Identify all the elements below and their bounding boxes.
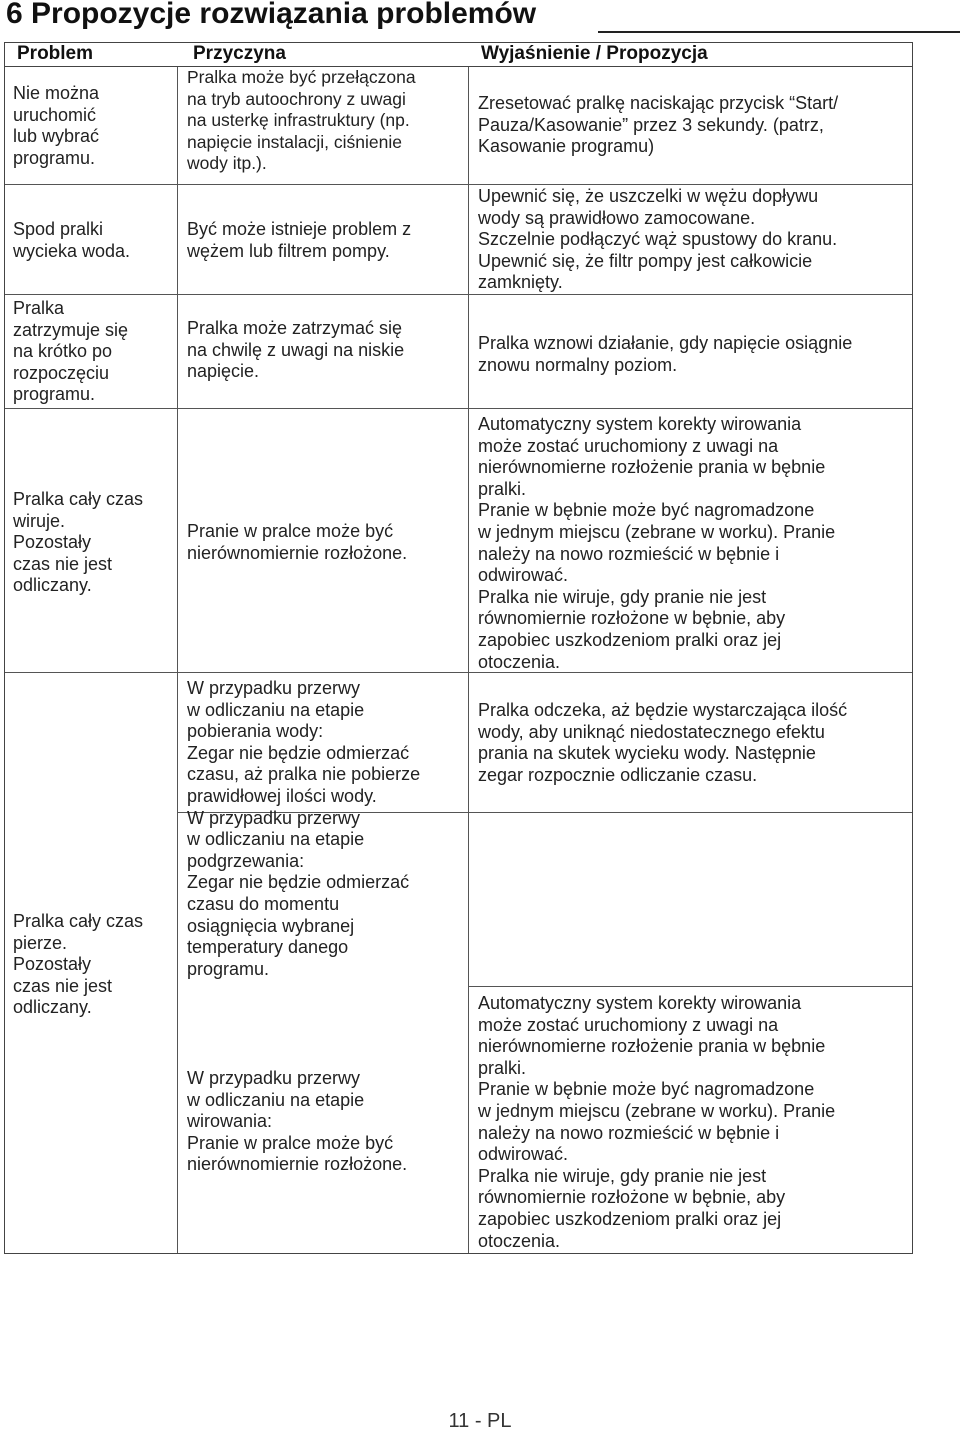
- solution-cell: Upewnić się, że uszczelki w wężu dopływu wody są prawidłowo zamocowane. Szczelnie podłączyć wąż spustowy do kranu. Upewnić się, że filtr pompy jest całkowicie zamknięty.: [478, 186, 838, 293]
- problem-cell: Spod pralki wycieka woda.: [13, 219, 131, 261]
- column-divider: [468, 67, 469, 1253]
- cause-cell: Pralka może być przełączona na tryb autoochrony z uwagi na usterkę infrastruktury (np. napięcie instalacji, ciśnienie wody itp.).: [187, 67, 416, 174]
- column-divider: [177, 67, 178, 1253]
- cause-cell: Być może istnieje problem z wężem lub filtrem pompy.: [187, 219, 412, 261]
- solution-cell: Pralka wznowi działanie, gdy napięcie osiągnie znowu normalny poziom.: [478, 333, 853, 375]
- page-title: 6 Propozycje rozwiązania problemów: [6, 0, 537, 30]
- title-rule: [598, 31, 960, 33]
- problem-cell: Pralka zatrzymuje się na krótko po rozpoczęciu programu.: [13, 298, 129, 405]
- cell-divider: [468, 986, 912, 987]
- solution-cell: Zresetować pralkę naciskając przycisk “Start/ Pauza/Kasowanie” przez 3 sekundy. (patrz, Kasowanie programu): [478, 93, 839, 157]
- page-number: 11 - PL: [448, 1410, 512, 1432]
- cause-cell: W przypadku przerwy w odliczaniu na etapie wirowania: Pranie w pralce może być nierównomiernie rozłożone.: [187, 1068, 408, 1175]
- row-divider: [5, 294, 912, 295]
- solution-cell: Automatyczny system korekty wirowania może zostać uruchomiony z uwagi na nierównomierne rozłożenie prania w bębnie pralki. Pranie w bębnie może być nagromadzone w jednym miejscu (zebrane w worku). Pranie należy na nowo rozmieścić w bębnie i odwirować. Pralka nie wiruje, gdy pranie nie jest równomiernie rozłożone w bębnie, aby zapobiec uszkodzeniom pralki oraz jej otoczenia.: [478, 993, 836, 1251]
- solution-cell: Pralka odczeka, aż będzie wystarczająca ilość wody, aby uniknąć niedostatecznego efektu prania na skutek wycieku wody. Następnie zegar rozpocznie odliczanie czasu.: [478, 700, 848, 785]
- problem-cell: Nie można uruchomić lub wybrać programu.: [13, 83, 100, 168]
- solution-cell: Automatyczny system korekty wirowania może zostać uruchomiony z uwagi na nierównomierne rozłożenie prania w bębnie pralki. Pranie w bębnie może być nagromadzone w jednym miejscu (zebrane w worku). Pranie należy na nowo rozmieścić w bębnie i odwirować. Pralka nie wiruje, gdy pranie nie jest równomiernie rozłożone w bębnie, aby zapobiec uszkodzeniom pralki oraz jej otoczenia.: [478, 414, 836, 672]
- header-solution: Wyjaśnienie / Propozycja: [481, 43, 708, 64]
- problem-cell: Pralka cały czas pierze. Pozostały czas nie jest odliczany.: [13, 911, 144, 1018]
- cause-cell: Pralka może zatrzymać się na chwilę z uwagi na niskie napięcie.: [187, 318, 405, 382]
- table-header-row: [5, 43, 912, 67]
- header-problem: Problem: [17, 43, 94, 64]
- problem-cell: Pralka cały czas wiruje. Pozostały czas nie jest odliczany.: [13, 489, 144, 596]
- row-divider: [5, 184, 912, 185]
- header-cause: Przyczyna: [193, 43, 286, 64]
- troubleshooting-table: [4, 42, 913, 1254]
- cause-cell: Pranie w pralce może być nierównomiernie rozłożone.: [187, 521, 408, 563]
- row-divider: [5, 408, 912, 409]
- cause-cell: W przypadku przerwy w odliczaniu na etapie pobierania wody: Zegar nie będzie odmierzać czasu, aż pralka nie pobierze prawidłowej ilości wody. W przypadku przerwy w odliczaniu na etapie podgrzewania: Zegar nie będzie odmierzać czasu do momentu osiągnięcia wybranej temperatury danego programu.: [187, 678, 421, 979]
